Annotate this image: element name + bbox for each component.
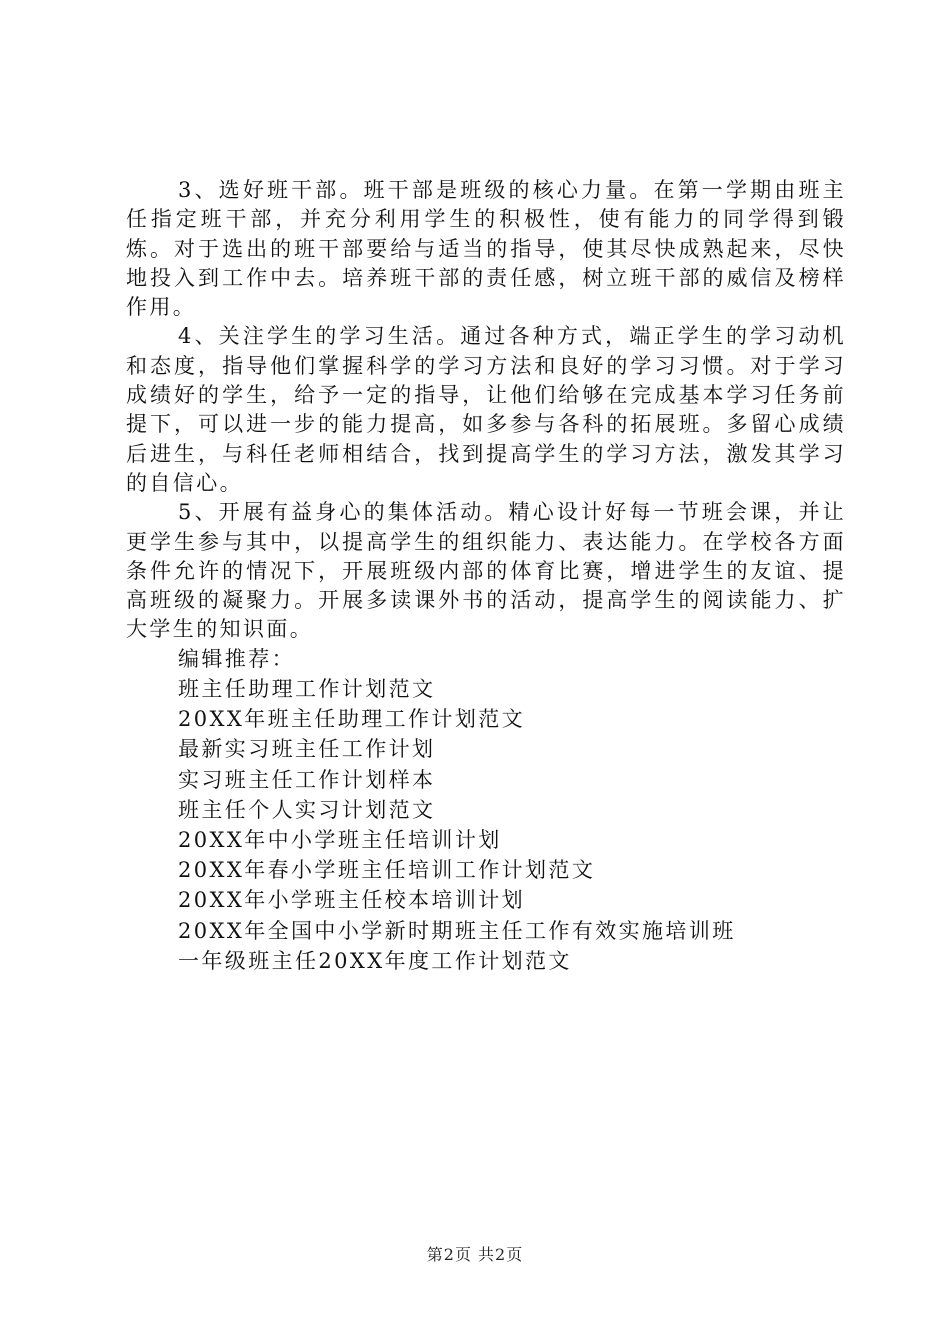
paragraph-class-cadres: 3、选好班干部。班干部是班级的核心力量。在第一学期由班主任指定班干部，并充分利用学生的积极性，使有能力的同学得到锻炼。对于选出的班干部要给与适当的指导，使其尽快成熟起来，尽快地投入到工作中去。培养班干部的责任感，树立班干部的威信及榜样作用。	[126, 178, 846, 320]
paragraph-group-activities: 5、开展有益身心的集体活动。精心设计好每一节班会课，并让更学生参与其中，以提高学生的组织能力、表达能力。在学校各方面条件允许的情况下，开展班级内部的体育比赛，增进学生的友谊、提高班级的凝聚力。开展多读课外书的活动，提高学生的阅读能力、扩大学生的知识面。	[126, 500, 846, 642]
recommend-link[interactable]: 最新实习班主任工作计划	[178, 737, 436, 762]
recommend-link[interactable]: 20XX年班主任助理工作计划范文	[178, 707, 526, 732]
recommend-link[interactable]: 一年级班主任20XX年度工作计划范文	[178, 948, 572, 973]
recommend-link[interactable]: 20XX年全国中小学新时期班主任工作有效实施培训班	[178, 918, 736, 943]
page-number-footer: 第2页 共2页	[426, 1245, 524, 1264]
recommend-link[interactable]: 20XX年小学班主任校本培训计划	[178, 888, 526, 913]
recommend-heading: 编辑推荐：	[178, 646, 295, 671]
recommend-link[interactable]: 20XX年中小学班主任培训计划	[178, 828, 502, 853]
paragraph-student-study: 4、关注学生的学习生活。通过各种方式，端正学生的学习动机和态度，指导他们掌握科学的学习方法和良好的学习习惯。对于学习成绩好的学生，给予一定的指导，让他们给够在完成基本学习任务前提下，可以进一步的能力提高，如多参与各科的拓展班。多留心成绩后进生，与科任老师相结合，找到提高学生的学习方法，激发其学习的自信心。	[126, 324, 846, 495]
recommend-list	[126, 674, 846, 976]
document-body	[126, 176, 846, 976]
recommend-link[interactable]: 20XX年春小学班主任培训工作计划范文	[178, 858, 596, 883]
recommend-link[interactable]: 班主任个人实习计划范文	[178, 797, 436, 822]
recommend-link[interactable]: 班主任助理工作计划范文	[178, 677, 436, 702]
recommend-link[interactable]: 实习班主任工作计划样本	[178, 767, 436, 792]
